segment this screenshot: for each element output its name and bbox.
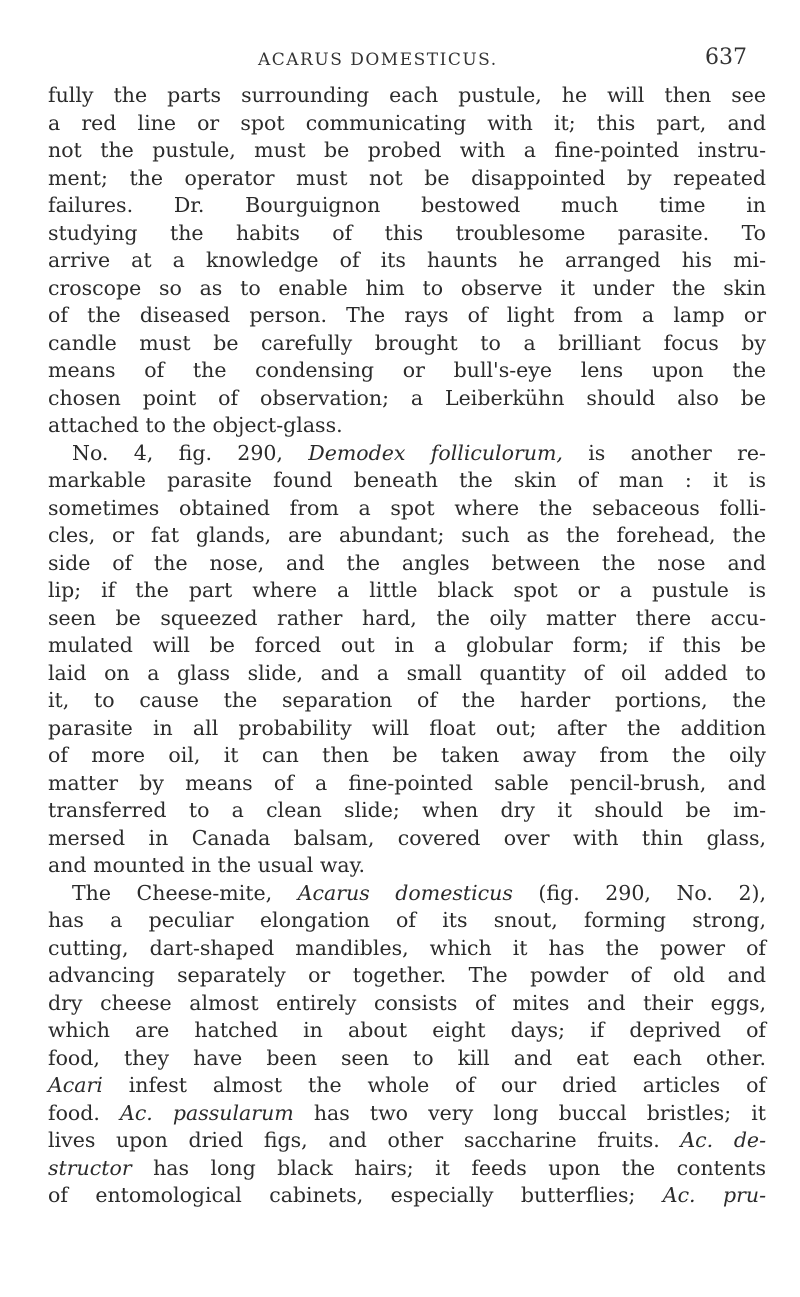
text-line: not the pustule, must be probed with a fine-pointed instru- <box>48 138 766 162</box>
text-run: (fig. 290, No. 2), <box>512 880 766 905</box>
text-line <box>48 1100 766 1128</box>
text-run: has long black hairs; it feeds upon the contents <box>131 1155 766 1180</box>
body-text <box>48 82 766 1210</box>
text-line: laid on a glass slide, and a small quantity of oil added to <box>48 660 766 685</box>
text-line: side of the nose, and the angles between the nose and <box>48 550 766 575</box>
text-line: it, to cause the separation of the harder portions, the <box>48 688 766 712</box>
text-line: advancing separately or together. The powder of old and <box>48 963 766 987</box>
text-line: food, they have been seen to kill and eat each other. <box>48 1045 766 1070</box>
species-name: Ac. de- <box>680 1128 766 1152</box>
text-run: The Cheese-mite, <box>72 880 298 905</box>
text-line: ment; the operator must not be disappointed by repeated <box>48 165 766 190</box>
text-run: lives upon dried figs, and other saccharine fruits. <box>48 1128 681 1152</box>
species-name: Ac. pru- <box>662 1183 767 1207</box>
text-line: candle must be carefully brought to a brilliant focus by <box>48 330 766 355</box>
page-number: 637 <box>705 45 747 70</box>
text-line: seen be squeezed rather hard, the oily matter there accu- <box>48 605 766 630</box>
text-line: and mounted in the usual way. <box>48 853 365 877</box>
text-line: means of the condensing or bull's-eye lens upon the <box>48 358 766 382</box>
text-line: matter by means of a fine-pointed sable pencil-brush, and <box>48 770 766 795</box>
text-run: has two very long buccal bristles; it <box>293 1100 766 1125</box>
text-line <box>48 1155 766 1183</box>
species-name: Ac. passularum <box>120 1100 294 1125</box>
text-line: chosen point of observation; a Leiberkühn should also be <box>48 385 766 410</box>
text-line: cles, or fat glands, are abundant; such as the forehead, the <box>48 523 766 547</box>
text-line: cutting, dart-shaped mandibles, which it has the power of <box>48 935 766 960</box>
running-head: ACARUS DOMESTICUS. <box>258 50 498 70</box>
text-line: fully the parts surrounding each pustule, he will then see <box>48 83 766 107</box>
species-name: Acari <box>48 1073 103 1097</box>
species-name: Acarus domesticus <box>297 880 513 905</box>
text-line: failures. Dr. Bourguignon bestowed much time in <box>48 193 766 217</box>
text-line <box>48 1182 766 1210</box>
text-line <box>48 880 766 908</box>
text-run: No. 4, fig. 290, <box>72 440 309 465</box>
text-line: a red line or spot communicating with it; this part, and <box>48 110 766 135</box>
text-line: studying the habits of this troublesome parasite. To <box>48 220 766 245</box>
text-line: lip; if the part where a little black spot or a pustule is <box>48 578 766 602</box>
species-name: Demodex folliculorum, <box>308 440 563 465</box>
text-line: arrive at a knowledge of its haunts he arranged his mi- <box>48 248 766 272</box>
text-line <box>48 1127 766 1155</box>
text-run: of entomological cabinets, especially butterflies; <box>48 1183 663 1207</box>
text-line: attached to the object-glass. <box>48 413 343 437</box>
text-line: has a peculiar elongation of its snout, forming strong, <box>48 908 766 932</box>
text-line: mulated will be forced out in a globular form; if this be <box>48 633 766 657</box>
text-line: of the diseased person. The rays of light from a lamp or <box>48 303 766 327</box>
species-name: structor <box>48 1155 132 1180</box>
text-line: parasite in all probability will float out; after the addition <box>48 715 766 740</box>
text-line <box>48 1072 766 1100</box>
text-line <box>48 440 766 468</box>
text-line: markable parasite found beneath the skin of man : it is <box>48 468 766 492</box>
text-line: sometimes obtained from a spot where the sebaceous folli- <box>48 495 766 520</box>
text-line: mersed in Canada balsam, covered over with thin glass, <box>48 825 766 850</box>
text-run: is another re- <box>562 440 766 465</box>
text-line: transferred to a clean slide; when dry it should be im- <box>48 798 766 822</box>
text-run: infest almost the whole of our dried articles of <box>102 1073 766 1097</box>
text-run: food. <box>48 1100 121 1125</box>
text-line: which are hatched in about eight days; if deprived of <box>48 1018 766 1042</box>
text-line: croscope so as to enable him to observe it under the skin <box>48 275 766 300</box>
text-line: dry cheese almost entirely consists of mites and their eggs, <box>48 990 766 1015</box>
text-line: of more oil, it can then be taken away from the oily <box>48 743 766 767</box>
